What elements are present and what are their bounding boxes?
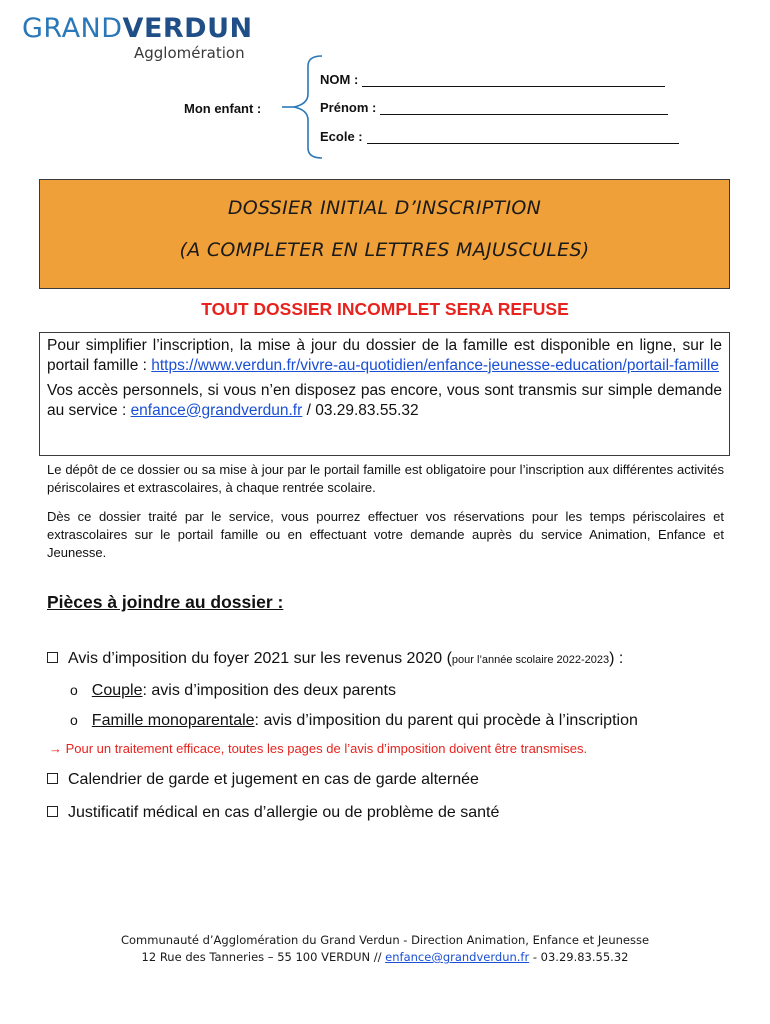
title-banner: [39, 179, 730, 289]
incomplete-warning: TOUT DOSSIER INCOMPLET SERA REFUSE: [201, 299, 569, 319]
access-paragraph: Vos accès personnels, si vous n’en disposez pas encore, vous sont transmis sur simple demande au service : enfance@grandverdun.fr / 03.29.83.55.32: [47, 382, 722, 419]
couple-subitem: o Couple : avis d’imposition des deux parents: [70, 682, 396, 699]
obligation-paragraph: Le dépôt de ce dossier ou sa mise à jour par le portail famille est obligatoire pour l’inscription aux différentes activités périscolaires et extrascolaires, à chaque rentrée scolaire.: [47, 462, 724, 495]
documents-section-title: Pièces à joindre au dossier :: [47, 592, 284, 612]
footer-contact: 12 Rue des Tanneries – 55 100 VERDUN // enfance@grandverdun.fr - 03.29.83.55.32: [141, 950, 629, 964]
checkbox-icon[interactable]: [47, 652, 58, 663]
checkbox-icon[interactable]: [47, 773, 58, 784]
child-label: Mon enfant :: [184, 101, 262, 116]
single-parent-subitem: o Famille monoparentale : avis d’imposition du parent qui procède à l’inscription: [70, 712, 638, 729]
reservation-paragraph: Dès ce dossier traité par le service, vous pourrez effectuer vos réservations pour les temps périscolaires et extrascolaires sur le portail famille ou en effectuant votre demande auprès du service Animation, Enfance et Jeunesse.: [47, 509, 724, 560]
prenom-input-line[interactable]: [380, 101, 668, 115]
nom-label: NOM :: [320, 72, 359, 87]
nom-input-line[interactable]: [362, 73, 665, 87]
custody-item: Calendrier de garde et jugement en cas de garde alternée: [47, 771, 479, 789]
banner-subtitle: (A COMPLETER EN LETTRES MAJUSCULES): [179, 239, 590, 261]
grandverdun-logo: [22, 13, 272, 62]
tax-pages-note: → Pour un traitement efficace, toutes les pages de l’avis d’imposition doivent être transmises.: [49, 741, 588, 756]
portal-paragraph: Pour simplifier l’inscription, la mise à jour du dossier de la famille est disponible en ligne, sur le portail famille : https://www.verdun.fr/vivre-au-quotidien/enfance-jeunesse-education/portail-famille: [47, 337, 722, 374]
prenom-field[interactable]: [320, 100, 668, 115]
logo-wordmark: GRANDVERDUN: [22, 13, 253, 44]
nom-field[interactable]: [320, 72, 665, 87]
banner-title: DOSSIER INITIAL D’INSCRIPTION: [227, 197, 542, 219]
footer-organization: Communauté d’Agglomération du Grand Verdun - Direction Animation, Enfance et Jeunesse: [120, 933, 650, 947]
footer-email-link[interactable]: enfance@grandverdun.fr: [385, 950, 530, 964]
curly-brace-icon: [282, 54, 324, 160]
checkbox-icon[interactable]: [47, 806, 58, 817]
ecole-field[interactable]: [320, 129, 679, 144]
tax-notice-item: Avis d’imposition du foyer 2021 sur les revenus 2020 ( pour l’année scolaire 2022-2023 ) :: [47, 650, 623, 668]
ecole-input-line[interactable]: [367, 130, 679, 144]
medical-item: Justificatif médical en cas d’allergie ou de problème de santé: [47, 804, 499, 822]
bullet-icon: o: [70, 712, 78, 728]
portal-info-box: [39, 332, 730, 456]
prenom-label: Prénom :: [320, 100, 377, 115]
ecole-label: Ecole :: [320, 129, 363, 144]
portal-link[interactable]: https://www.verdun.fr/vivre-au-quotidien/enfance-jeunesse-education/portail-famille: [151, 356, 719, 374]
service-email-link[interactable]: enfance@grandverdun.fr: [130, 401, 303, 419]
bullet-icon: o: [70, 682, 78, 698]
logo-subtitle: Agglomération: [134, 44, 245, 62]
